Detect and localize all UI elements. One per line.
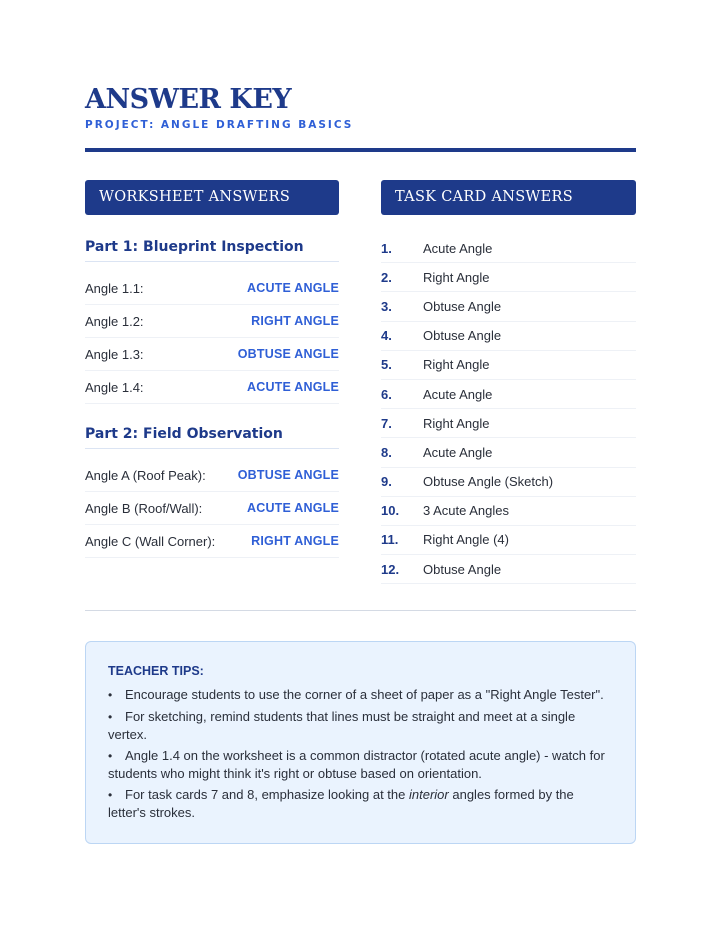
answer-value: ACUTE ANGLE	[246, 380, 339, 394]
answer-row	[85, 459, 339, 492]
project-subtitle: PROJECT: ANGLE DRAFTING BASICS	[85, 119, 354, 131]
teacher-tips-list	[108, 686, 613, 821]
page-title: ANSWER KEY	[85, 84, 292, 115]
task-card-item	[381, 351, 636, 380]
task-card-list	[381, 234, 636, 584]
worksheet-answers-heading: WORKSHEET ANSWERS	[85, 180, 339, 215]
task-card-item	[381, 234, 636, 263]
answer-row	[85, 305, 339, 338]
task-answer: Right Angle (4)	[423, 532, 509, 548]
task-card-item	[381, 322, 636, 351]
task-answer: Acute Angle	[423, 444, 493, 460]
bullet-icon: •	[108, 710, 113, 724]
task-answer: Right Angle	[423, 269, 490, 285]
task-card-item	[381, 380, 636, 409]
part2-title: Part 2: Field Observation	[85, 426, 339, 449]
worksheet-answers-column	[85, 180, 339, 558]
task-card-item	[381, 555, 636, 584]
tip-text: For task cards 7 and 8, emphasize looking at the	[125, 787, 409, 802]
answer-value: OBTUSE ANGLE	[237, 468, 339, 482]
answer-label: Angle 1.4:	[85, 379, 144, 395]
task-card-item	[381, 263, 636, 292]
answer-value: ACUTE ANGLE	[246, 501, 339, 515]
task-answer: Acute Angle	[423, 240, 493, 256]
answer-label: Angle C (Wall Corner):	[85, 533, 216, 549]
task-card-answers-heading: TASK CARD ANSWERS	[381, 180, 636, 215]
answer-value: RIGHT ANGLE	[251, 534, 339, 548]
part1-title: Part 1: Blueprint Inspection	[85, 239, 339, 262]
tip-text: Encourage students to use the corner of a sheet of paper as a "Right Angle Tester".	[125, 687, 604, 702]
bullet-icon: •	[108, 688, 113, 702]
task-number: 11.	[381, 532, 399, 548]
bullet-icon: •	[108, 749, 113, 763]
answer-row	[85, 371, 339, 404]
task-answer: Right Angle	[423, 415, 490, 431]
task-number: 3.	[381, 298, 392, 314]
teacher-tips-title: TEACHER TIPS:	[108, 664, 204, 678]
tip-text-end: angles formed by the letter's strokes.	[108, 787, 574, 820]
part1-answer-list	[85, 272, 339, 404]
task-answer: Obtuse Angle	[423, 298, 502, 314]
tip-emphasis: interior	[409, 787, 449, 802]
tip-text: For sketching, remind students that lines must be straight and meet at a single vertex.	[108, 709, 576, 742]
answer-value: OBTUSE ANGLE	[237, 347, 339, 361]
tip-item	[108, 708, 613, 743]
tip-item	[108, 786, 613, 821]
task-answer: Obtuse Angle (Sketch)	[423, 474, 554, 490]
tip-item	[108, 747, 613, 782]
task-card-item	[381, 409, 636, 438]
tip-item	[108, 686, 613, 704]
task-number: 2.	[381, 269, 392, 285]
answer-row	[85, 338, 339, 371]
section-divider	[85, 610, 636, 611]
answer-label: Angle B (Roof/Wall):	[85, 500, 203, 516]
part2-answer-list	[85, 459, 339, 558]
task-number: 7.	[381, 415, 392, 431]
task-card-item	[381, 438, 636, 467]
bullet-icon: •	[108, 788, 113, 802]
task-number: 4.	[381, 328, 392, 344]
header-divider	[85, 148, 636, 152]
teacher-tips-box	[85, 641, 636, 844]
task-answer: Acute Angle	[423, 386, 493, 402]
task-answer: Right Angle	[423, 357, 490, 373]
task-number: 12.	[381, 561, 400, 577]
task-number: 6.	[381, 386, 392, 402]
task-number: 9.	[381, 474, 392, 490]
answer-label: Angle 1.3:	[85, 346, 144, 362]
answer-label: Angle A (Roof Peak):	[85, 467, 206, 483]
task-number: 1.	[381, 240, 392, 256]
task-card-answers-column	[381, 180, 636, 584]
task-card-item	[381, 526, 636, 555]
task-answer: Obtuse Angle	[423, 328, 502, 344]
answer-row	[85, 272, 339, 305]
task-answer: Obtuse Angle	[423, 561, 502, 577]
task-card-item	[381, 292, 636, 321]
answer-row	[85, 492, 339, 525]
task-number: 5.	[381, 357, 392, 373]
answer-label: Angle 1.2:	[85, 313, 144, 329]
answer-value: ACUTE ANGLE	[246, 281, 339, 295]
task-number: 8.	[381, 444, 392, 460]
task-card-item	[381, 497, 636, 526]
answer-value: RIGHT ANGLE	[251, 314, 339, 328]
answer-row	[85, 525, 339, 558]
task-card-item	[381, 468, 636, 497]
tip-text: Angle 1.4 on the worksheet is a common distractor (rotated acute angle) - watch for students who might think it's right or obtuse based on orientation.	[108, 748, 605, 781]
answer-label: Angle 1.1:	[85, 280, 144, 296]
task-answer: 3 Acute Angles	[423, 503, 510, 519]
task-number: 10.	[381, 503, 400, 519]
